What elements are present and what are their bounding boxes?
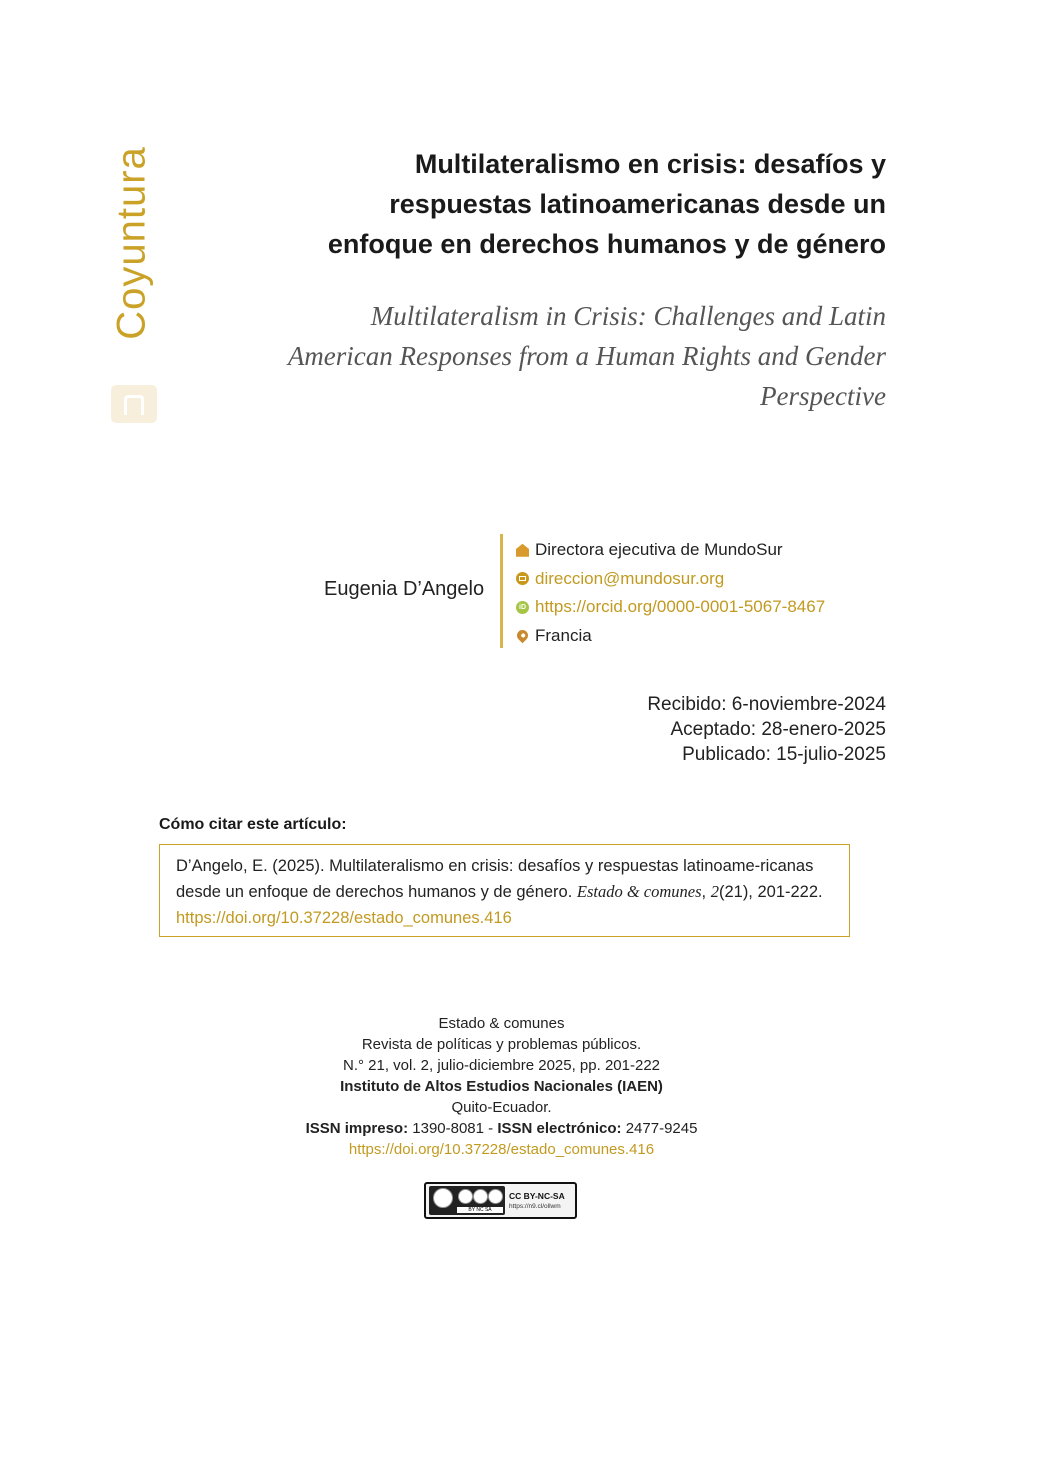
author-info xyxy=(516,536,825,650)
institution-icon xyxy=(516,544,529,557)
citation-volume: 2 xyxy=(710,882,719,901)
author-affiliation-row xyxy=(516,536,825,565)
issn-print-label: ISSN impreso: xyxy=(305,1120,409,1137)
issn-print: 1390-8081 - xyxy=(408,1120,498,1137)
license-label: CC BY-NC-SA xyxy=(509,1191,565,1201)
citation-box xyxy=(159,844,850,937)
license-badge[interactable] xyxy=(424,1182,577,1219)
journal-issn xyxy=(0,1118,1003,1139)
date-accepted: Aceptado: 28-enero-2025 xyxy=(670,719,886,740)
author-email-link[interactable]: direccion@mundosur.org xyxy=(535,568,725,588)
journal-info xyxy=(0,1013,1003,1160)
article-dates xyxy=(647,692,886,767)
date-received: Recibido: 6-noviembre-2024 xyxy=(647,694,886,715)
section-name: Coyuntura xyxy=(109,146,154,340)
section-logo-icon xyxy=(111,385,157,423)
citation-heading: Cómo citar este artículo: xyxy=(159,816,347,833)
citation-pages: (21), 201-222. xyxy=(718,883,823,901)
author-orcid-row xyxy=(516,593,825,622)
cc-license-icon xyxy=(429,1186,505,1215)
license-url[interactable]: https://n9.cl/ollwm xyxy=(509,1203,561,1210)
author-country: Francia xyxy=(535,625,592,645)
article-title-spanish: Multilateralismo en crisis: desafíos y respuestas latinoamericanas desde un enfoque en derechos humanos y de género xyxy=(327,149,886,259)
author-divider xyxy=(500,534,503,648)
author-orcid-link[interactable]: https://orcid.org/0000-0001-5067-8467 xyxy=(535,597,826,616)
citation-journal: Estado & comunes xyxy=(576,882,702,901)
location-icon xyxy=(515,628,531,644)
issn-online-label: ISSN electrónico: xyxy=(497,1120,622,1137)
license-strip: BY NC SA xyxy=(457,1207,503,1213)
orcid-icon: iD xyxy=(516,601,529,614)
email-icon xyxy=(516,572,529,585)
journal-institute: Instituto de Altos Estudios Nacionales (IAEN) xyxy=(340,1078,663,1095)
citation-doi-link[interactable]: https://doi.org/10.37228/estado_comunes.416 xyxy=(176,909,512,927)
journal-doi-link[interactable]: https://doi.org/10.37228/estado_comunes.416 xyxy=(348,1141,655,1158)
journal-name: Estado & comunes xyxy=(438,1015,565,1032)
issn-online: 2477-9245 xyxy=(621,1120,698,1137)
author-country-row xyxy=(516,622,825,651)
journal-issue: N.° 21, vol. 2, julio-diciembre 2025, pp. 201-222 xyxy=(342,1057,660,1074)
citation-separator: , xyxy=(701,883,711,901)
journal-subtitle: Revista de políticas y problemas públicos. xyxy=(361,1036,642,1053)
author-email-row xyxy=(516,565,825,594)
section-label xyxy=(108,148,156,338)
citation-text: D’Angelo, E. (2025). Multilateralismo en crisis: desafíos y respuestas latinoame-ricanas desde un enfoque de derechos humanos y de género. xyxy=(176,857,814,901)
author-name: Eugenia D’Angelo xyxy=(324,578,485,600)
author-affiliation: Directora ejecutiva de MundoSur xyxy=(535,540,783,559)
article-title-english: Multilateralism in Crisis: Challenges and Latin American Responses from a Human Rights and Gender Perspective xyxy=(287,301,886,411)
journal-city: Quito-Ecuador. xyxy=(451,1099,552,1116)
date-published: Publicado: 15-julio-2025 xyxy=(682,744,886,765)
